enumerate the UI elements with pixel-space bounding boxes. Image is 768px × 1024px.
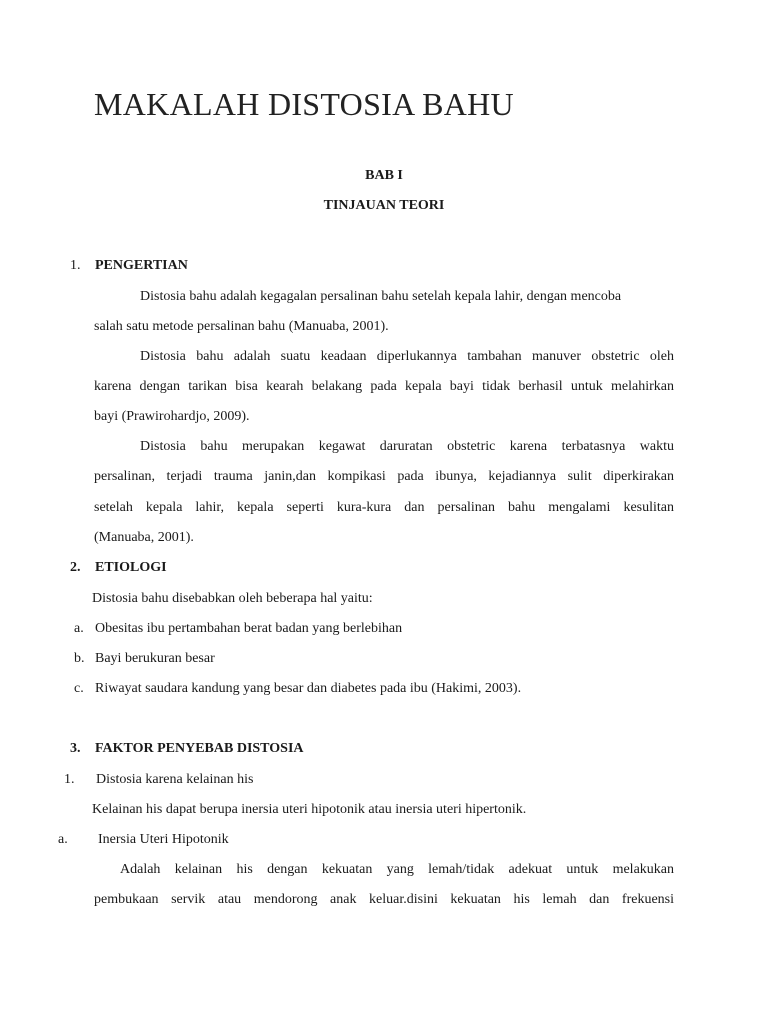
list-item: Riwayat saudara kandung yang besar dan diabetes pada ibu (Hakimi, 2003).	[95, 681, 522, 696]
document-title: MAKALAH DISTOSIA BAHU	[94, 86, 514, 122]
paragraph-line: Distosia bahu merupakan kegawat daruratan obstetric karena terbatasnya waktu	[140, 439, 674, 454]
section-3-heading: FAKTOR PENYEBAB DISTOSIA	[95, 741, 304, 756]
subitem-marker: a.	[58, 832, 68, 847]
paragraph-line: salah satu metode persalinan bahu (Manuaba, 2001).	[94, 319, 389, 334]
list-item: Bayi berukuran besar	[95, 651, 215, 666]
paragraph-line: (Manuaba, 2001).	[94, 530, 194, 545]
subsection-text: Kelainan his dapat berupa inersia uteri hipotonik atau inersia uteri hipertonik.	[92, 802, 527, 817]
section-2-intro: Distosia bahu disebabkan oleh beberapa hal yaitu:	[92, 591, 373, 606]
section-3-number: 3.	[70, 741, 81, 756]
chapter-label: BAB I	[365, 168, 403, 183]
paragraph-line: bayi (Prawirohardjo, 2009).	[94, 409, 250, 424]
paragraph-line: setelah kepala lahir, kepala seperti kura-kura dan persalinan bahu mengalami kesulitan	[94, 500, 674, 515]
chapter-subtitle: TINJAUAN TEORI	[323, 198, 445, 213]
subsection-heading: Distosia karena kelainan his	[96, 772, 254, 787]
paragraph-line: karena dengan tarikan bisa kearah belakang pada kepala bayi tidak berhasil untuk melahirkan	[94, 379, 674, 394]
paragraph-line: pembukaan servik atau mendorong anak keluar.disini kekuatan his lemah dan frekuensi	[94, 892, 674, 907]
list-item-marker: c.	[74, 681, 84, 696]
paragraph-line: Distosia bahu adalah suatu keadaan diperlukannya tambahan manuver obstetric oleh	[140, 349, 674, 364]
list-item-marker: b.	[74, 651, 85, 666]
paragraph-line: Adalah kelainan his dengan kekuatan yang lemah/tidak adekuat untuk melakukan	[120, 862, 674, 877]
section-2-heading: ETIOLOGI	[95, 560, 167, 575]
list-item: Obesitas ibu pertambahan berat badan yang berlebihan	[95, 621, 403, 636]
subitem-heading: Inersia Uteri Hipotonik	[98, 832, 229, 847]
subsection-number: 1.	[64, 772, 75, 787]
list-item-marker: a.	[74, 621, 84, 636]
paragraph-line: persalinan, terjadi trauma janin,dan kompikasi pada ibunya, kejadiannya sulit diperkirakan	[94, 469, 674, 484]
section-1-number: 1.	[70, 258, 81, 273]
section-2-number: 2.	[70, 560, 81, 575]
section-1-heading: PENGERTIAN	[95, 258, 188, 273]
paragraph-line: Distosia bahu adalah kegagalan persalinan bahu setelah kepala lahir, dengan mencoba	[140, 289, 622, 304]
